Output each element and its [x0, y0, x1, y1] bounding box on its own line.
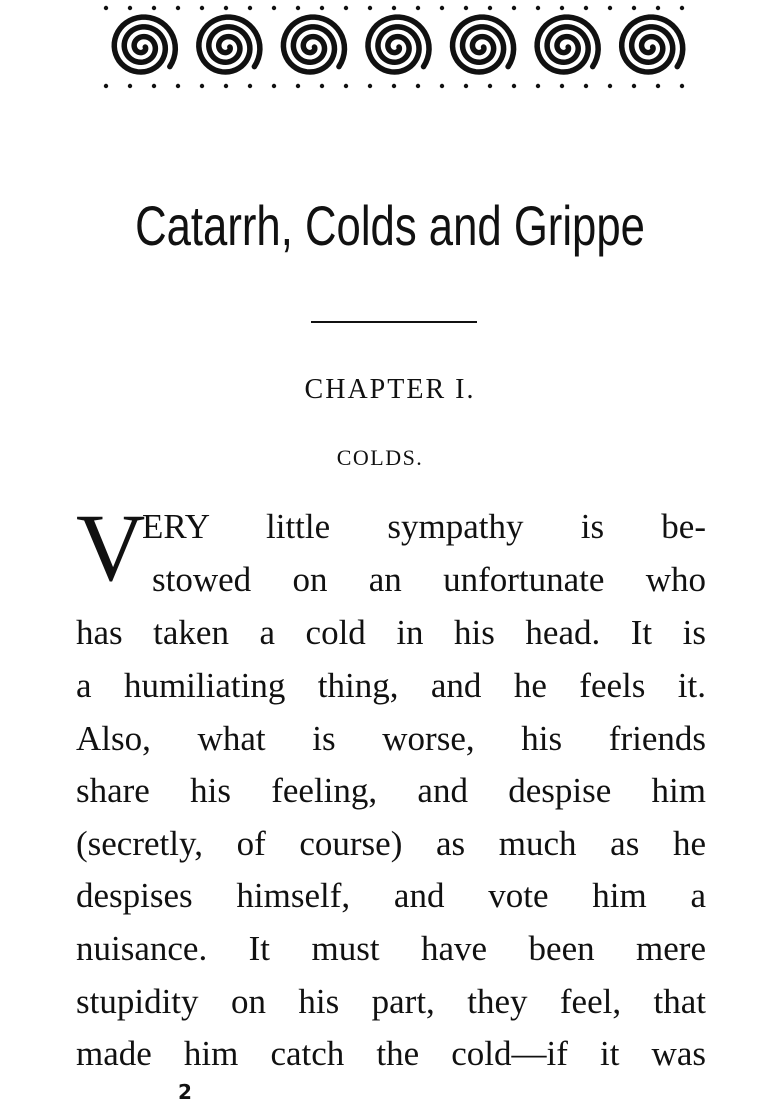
chapter-heading: CHAPTER I. — [304, 374, 476, 405]
border-dot — [488, 84, 492, 88]
border-dot — [176, 6, 180, 10]
border-dot — [440, 84, 444, 88]
border-dot — [320, 84, 324, 88]
border-dot — [680, 84, 684, 88]
spiral-icon — [453, 17, 514, 72]
body-line: a humiliating thing, and he feels it. — [76, 666, 706, 705]
border-dot — [464, 6, 468, 10]
body-line: stowed on an unfortunate who — [152, 560, 706, 599]
border-dot — [656, 84, 660, 88]
border-dot — [224, 84, 228, 88]
body-line: despises himself, and vote him a — [76, 876, 706, 915]
body-line: stupidity on his part, they feel, that — [76, 982, 706, 1021]
drop-cap: V — [76, 494, 146, 601]
border-dot — [368, 84, 372, 88]
border-dot — [560, 84, 564, 88]
border-dot — [608, 6, 612, 10]
border-dot — [632, 84, 636, 88]
border-dot — [200, 6, 204, 10]
border-dot — [584, 6, 588, 10]
body-line: nuisance. It must have been mere — [76, 929, 706, 968]
body-line: ERY little sympathy is be- — [142, 507, 706, 546]
border-dot — [272, 6, 276, 10]
border-dot — [512, 84, 516, 88]
border-dot — [488, 6, 492, 10]
border-dot — [200, 84, 204, 88]
border-dot — [608, 84, 612, 88]
border-dot — [416, 6, 420, 10]
spiral-icon — [283, 17, 344, 72]
border-dot — [344, 84, 348, 88]
book-title: Catarrh, Colds and Grippe — [135, 194, 645, 257]
border-dot — [104, 84, 108, 88]
border-dot — [512, 6, 516, 10]
section-heading: COLDS. — [336, 445, 424, 470]
border-dot — [128, 84, 132, 88]
body-line: Also, what is worse, his friends — [76, 719, 706, 758]
border-dot — [296, 6, 300, 10]
border-dot — [344, 6, 348, 10]
title-divider — [311, 321, 477, 323]
border-dot — [368, 6, 372, 10]
border-dot — [560, 6, 564, 10]
body-line: made him catch the cold—if it was — [76, 1034, 706, 1073]
border-dot — [392, 84, 396, 88]
border-dot — [248, 84, 252, 88]
border-dot — [104, 6, 108, 10]
page-number: 2 — [178, 1080, 192, 1104]
border-dot — [416, 84, 420, 88]
body-line: share his feeling, and despise him — [76, 771, 706, 810]
border-dot — [632, 6, 636, 10]
spiral-icon — [537, 17, 598, 72]
border-dot — [152, 84, 156, 88]
spiral-icon — [199, 17, 260, 72]
border-dot — [320, 6, 324, 10]
border-dot — [392, 6, 396, 10]
border-dot — [680, 6, 684, 10]
border-dot — [296, 84, 300, 88]
border-dot — [152, 6, 156, 10]
spiral-icon — [114, 17, 175, 72]
border-dot — [464, 84, 468, 88]
border-dot — [584, 84, 588, 88]
border-dot — [440, 6, 444, 10]
spiral-icon — [368, 17, 429, 72]
border-dot — [224, 6, 228, 10]
border-dot — [176, 84, 180, 88]
border-dot — [536, 6, 540, 10]
spiral-ornament-border — [100, 4, 692, 90]
body-line: has taken a cold in his head. It is — [76, 613, 706, 652]
border-dot — [656, 6, 660, 10]
border-dot — [128, 6, 132, 10]
border-dot — [248, 6, 252, 10]
border-dot — [272, 84, 276, 88]
border-dot — [536, 84, 540, 88]
body-line: (secretly, of course) as much as he — [76, 824, 706, 863]
spiral-icon — [622, 17, 683, 72]
